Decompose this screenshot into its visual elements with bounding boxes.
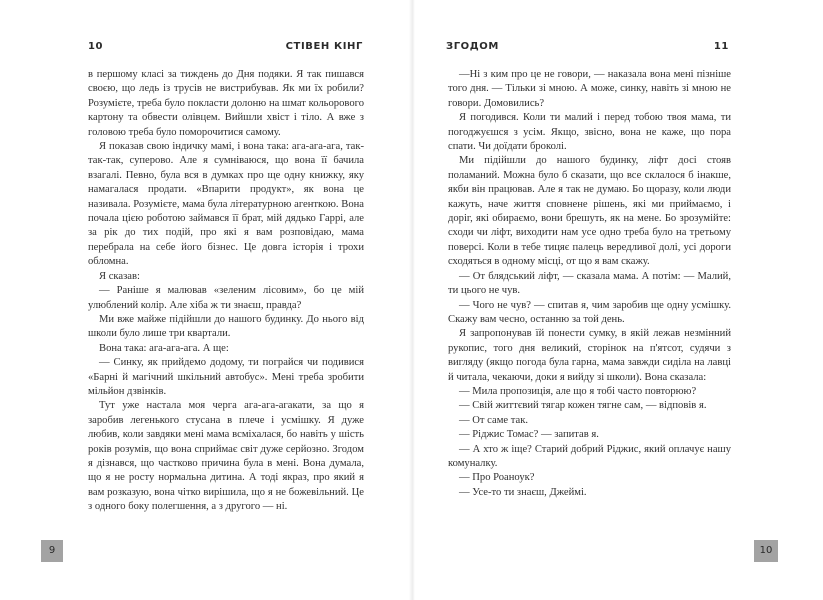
paragraph: — Мила пропозиція, але що я тобі часто повторюю? <box>459 385 697 397</box>
paragraph: — Чого не чув? — спитав я, чим заробив ще одну усмішку. Скажу вам чесно, останню за той день. <box>448 299 731 325</box>
paragraph: — Про Роаноук? <box>459 472 535 484</box>
right-body-text <box>448 68 731 500</box>
left-page <box>0 0 411 600</box>
left-folio-badge: 9 <box>41 540 63 562</box>
paragraph: Я сказав: <box>99 270 140 282</box>
right-running-title: ЗГОДОМ <box>446 41 499 52</box>
paragraph: — А хто ж іще? Старий добрий Ріджис, який оплачує нашу комуналку. <box>448 443 731 469</box>
paragraph: Я показав свою індичку мамі, і вона така: ага-ага-ага, так-так-так, суперово. Але я сумніваюся, що вона її бачила взагалі. Певно, була вся в думках про ще одну книжку, яку намагалася продати. «Впарити продукт», як вона це називала. Розумієте, мама була літературною агенткою. Вона почала цією роботою займався її брат, мій дядько Гаррі, але за рік до тих подій, про які я вам розповідаю, мама перебрала на себе його бізнес. Це довга історія і трохи обломна. <box>88 141 364 268</box>
paragraph: — Раніше я малював «зеленим лісовим», бо це мій улюблений колір. Але хіба ж ти знаєш, правда? <box>88 285 364 311</box>
paragraph: — Свій життєвий тягар кожен тягне сам, — відповів я. <box>459 400 707 412</box>
paragraph: Ми вже майже підійшли до нашого будинку. До нього від школи було лише три квартали. <box>88 313 364 340</box>
left-running-title: СТІВЕН КІНГ <box>285 41 363 52</box>
right-page <box>412 0 823 600</box>
left-body-text <box>88 68 364 515</box>
paragraph: Я запропонував їй понести сумку, в якій лежав незмінний рукопис, того дня великий, сторінок на п'ятсот, судячи з вигляду (якщо погода була гарна, мама завжди сиділа на лавці й читала, чекаючи, доки я вийду зі школи). Вона сказала: <box>448 328 731 383</box>
paragraph: — Синку, як прийдемо додому, ти пограйся чи подивися «Барні й магічний шкільний автобус». Мені треба зробити мільйон дзвінків. <box>88 357 364 397</box>
paragraph: —Ні з ким про це не говори, — наказала вона мені пізніше того дня. — Тільки зі мною. А може, синку, навіть зі мною не говори. Домовились? <box>448 69 731 109</box>
right-folio-badge: 10 <box>754 540 778 562</box>
paragraph: Я погодився. Коли ти малий і перед тобою твоя мама, ти погоджуєшся з усім. Якщо, звісно, вона не каже, що пора спати. Чи доїдати броколі. <box>448 112 731 153</box>
paragraph: Ми підійшли до нашого будинку, ліфт досі стояв поламаний. Можна було б сказати, що все склалося б інакше, якби він працював. Але я так не думаю. Бо щоразу, коли люди кажуть, наче життя сповнене рішень, які ми приймаємо, і доріг, які обираємо, вони брешуть, як на мене. Бо зрозумійте: сходи чи ліфт, виходити нам усе одно треба було на третьому поверсі. Коли в тебе тицяє палець вередливої долі, усі дороги сходяться в одному місці, от що я вам скажу. <box>448 155 731 268</box>
paragraph: — От саме так. <box>459 414 529 426</box>
paragraph: Вона така: ага-ага-ага. А ще: <box>99 342 229 354</box>
paragraph: — От блядський ліфт, — сказала мама. А потім: — Малий, ти цього не чув. <box>448 270 731 297</box>
paragraph: — Ріджис Томас? — запитав я. <box>459 429 599 441</box>
right-page-number: 11 <box>713 41 729 52</box>
paragraph: в першому класі за тиждень до Дня подяки. Я так пишався своєю, що ледь із трусів не вистрибував. Як ми їх робили? Розумієте, треба було покласти долоню на шмат кольорового картону та обвести олівцем. Вийшли хвіст і тіло. А вже з головою треба було поморочитися самому. <box>88 69 364 138</box>
left-running-header <box>88 41 363 55</box>
left-page-number: 10 <box>88 41 104 52</box>
paragraph: Тут уже настала моя черга ага-ага-агакати, за що я заробив легенького стусана в плече і усмішку. Я дуже любив, коли завдяки мені мама всміхалася, бо навіть у шість років розумів, що вона сприймає світ дуже серйозно. Згодом я дізнався, що частково причина була в мені. Вона думала, що я не росту нормальна дитина. А тоді якраз, про який я вам розказую, вона чітко вирішила, що я не божевільний. Це з одного боку полегшення, а з другого — ні. <box>88 400 364 513</box>
paragraph: — Усе-то ти знаєш, Джеймі. <box>459 486 587 498</box>
right-running-header <box>446 41 729 55</box>
